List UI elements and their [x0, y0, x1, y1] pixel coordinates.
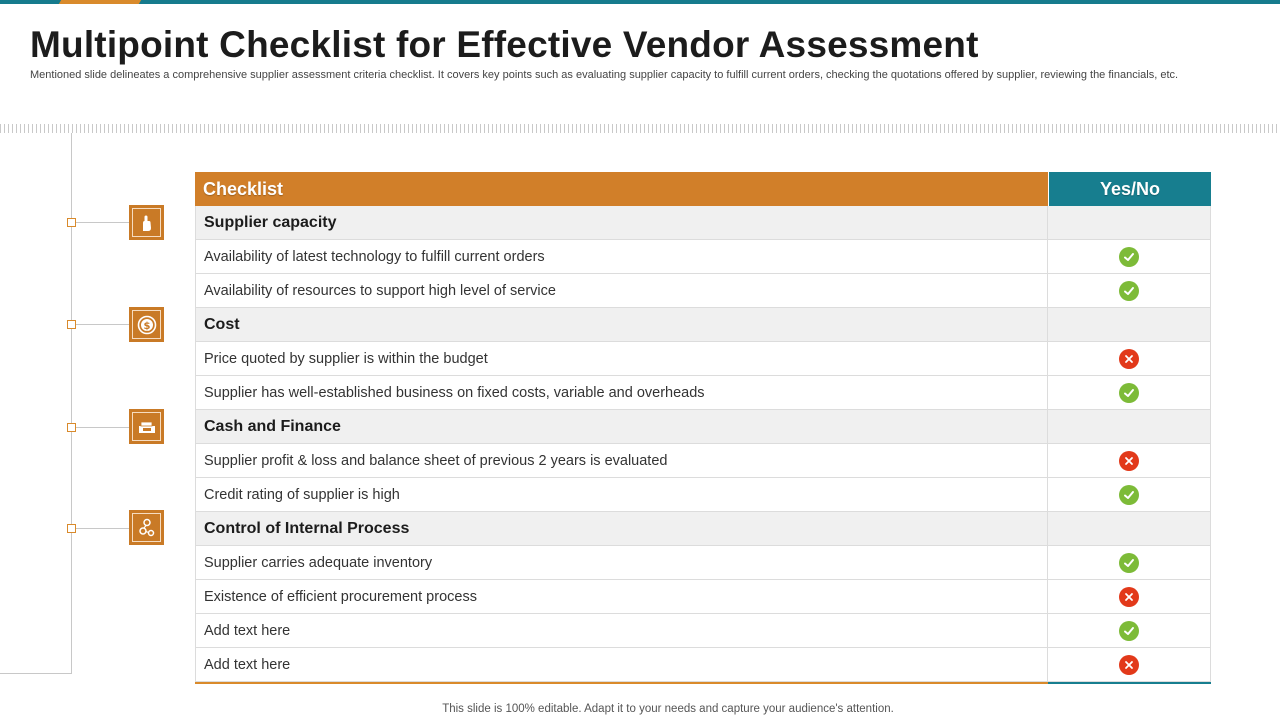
timeline-node	[67, 524, 76, 533]
yes-no-cell	[1048, 376, 1211, 409]
checklist-header: Checklist	[195, 172, 1048, 206]
yes-no-cell	[1048, 546, 1211, 579]
table-row	[195, 376, 1211, 410]
yes-no-cell	[1048, 274, 1211, 307]
timeline-node	[67, 218, 76, 227]
table-row	[195, 648, 1211, 682]
check-icon	[1119, 281, 1139, 301]
cross-icon	[1119, 655, 1139, 675]
yes-no-cell	[1048, 648, 1211, 681]
yes-no-cell	[1048, 308, 1211, 341]
yes-no-cell	[1048, 240, 1211, 273]
top-accent	[59, 0, 141, 4]
timeline-node	[67, 423, 76, 432]
checklist-table	[195, 172, 1211, 684]
table-row	[195, 580, 1211, 614]
dotted-divider	[0, 124, 1280, 133]
category-label: Control of Internal Process	[195, 512, 1048, 545]
table-header	[195, 172, 1211, 206]
yes-no-cell	[1048, 478, 1211, 511]
timeline-spine-bottom	[0, 673, 72, 674]
category-row	[195, 512, 1211, 546]
checklist-item-label: Credit rating of supplier is high	[195, 478, 1048, 511]
table-body	[195, 206, 1211, 682]
check-icon	[1119, 247, 1139, 267]
table-row	[195, 274, 1211, 308]
yes-no-header: Yes/No	[1048, 172, 1211, 206]
timeline-node	[67, 320, 76, 329]
table-bottom-border	[195, 682, 1211, 684]
check-icon	[1119, 383, 1139, 403]
checklist-item-label: Supplier carries adequate inventory	[195, 546, 1048, 579]
category-label: Supplier capacity	[195, 206, 1048, 239]
table-row	[195, 240, 1211, 274]
check-icon	[1119, 485, 1139, 505]
cross-icon	[1119, 349, 1139, 369]
yes-no-cell	[1048, 206, 1211, 239]
category-label: Cash and Finance	[195, 410, 1048, 443]
checklist-item-label: Availability of resources to support high level of service	[195, 274, 1048, 307]
check-icon	[1119, 553, 1139, 573]
yes-no-cell	[1048, 512, 1211, 545]
process-gears-icon	[129, 510, 164, 545]
yes-no-cell	[1048, 342, 1211, 375]
page-subtitle: Mentioned slide delineates a comprehensive supplier assessment criteria checklist. It covers key points such as evaluating supplier capacity to fulfill current orders, checking the quotations offered by supplier, reviewing the financials, etc.	[30, 69, 1179, 81]
category-row	[195, 206, 1211, 240]
yes-no-cell	[1048, 444, 1211, 477]
category-label: Cost	[195, 308, 1048, 341]
footer-note: This slide is 100% editable. Adapt it to your needs and capture your audience's attention.	[442, 703, 894, 715]
connector-line	[71, 222, 129, 223]
svg-text:$: $	[143, 320, 150, 332]
checklist-item-label: Availability of latest technology to fulfill current orders	[195, 240, 1048, 273]
connector-line	[71, 324, 129, 325]
checklist-item-label: Add text here	[195, 614, 1048, 647]
cross-icon	[1119, 451, 1139, 471]
page-title: Multipoint Checklist for Effective Vendor Assessment	[30, 24, 979, 65]
check-icon	[1119, 621, 1139, 641]
category-row	[195, 410, 1211, 444]
table-row	[195, 478, 1211, 512]
yes-no-cell	[1048, 580, 1211, 613]
cross-icon	[1119, 587, 1139, 607]
checklist-item-label: Supplier has well-established business on fixed costs, variable and overheads	[195, 376, 1048, 409]
category-row	[195, 308, 1211, 342]
checklist-item-label: Price quoted by supplier is within the budget	[195, 342, 1048, 375]
yes-no-cell	[1048, 614, 1211, 647]
hand-icon	[129, 205, 164, 240]
connector-line	[71, 427, 129, 428]
table-row	[195, 614, 1211, 648]
timeline-spine	[71, 133, 72, 674]
top-bar	[0, 0, 1280, 4]
checklist-item-label: Supplier profit & loss and balance sheet of previous 2 years is evaluated	[195, 444, 1048, 477]
table-row	[195, 546, 1211, 580]
table-row	[195, 444, 1211, 478]
yes-no-cell	[1048, 410, 1211, 443]
cash-stack-icon	[129, 409, 164, 444]
checklist-item-label: Add text here	[195, 648, 1048, 681]
checklist-item-label: Existence of efficient procurement process	[195, 580, 1048, 613]
dollar-coin-icon	[129, 307, 164, 342]
connector-line	[71, 528, 129, 529]
table-row	[195, 342, 1211, 376]
